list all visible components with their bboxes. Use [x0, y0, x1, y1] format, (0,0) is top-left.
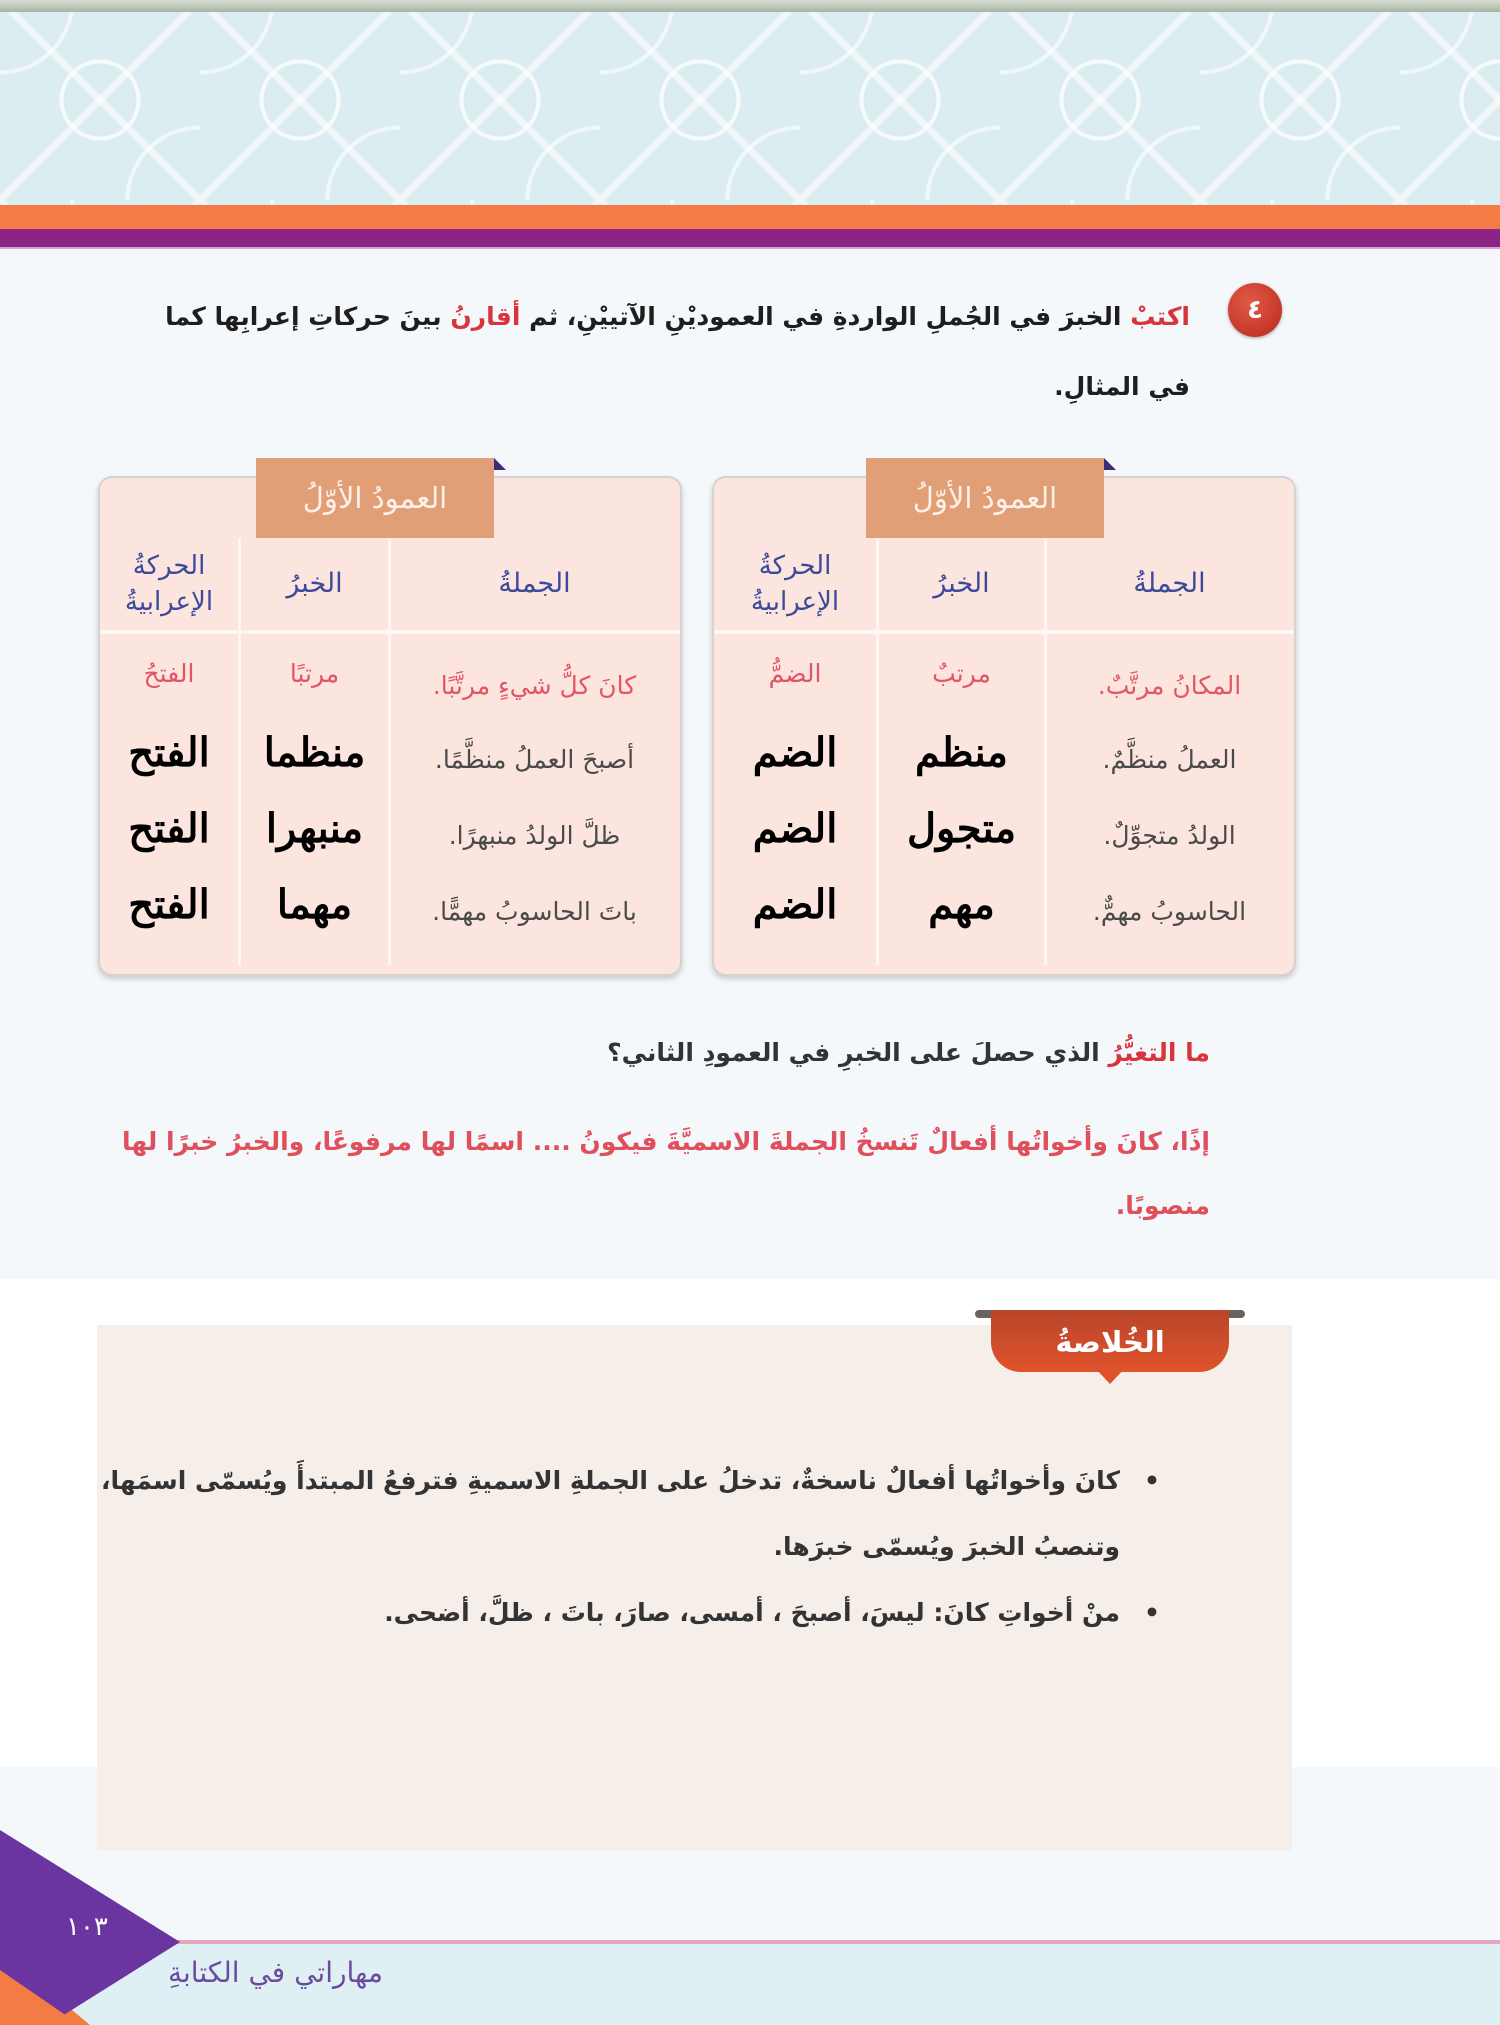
row-sentence: الحاسوبُ مهمٌّ. [1092, 896, 1247, 926]
question-highlight: ما التغيُّرُ [1108, 1038, 1210, 1067]
instruction-verb-write: اكتبْ [1130, 302, 1190, 331]
question-text: الذي حصلَ على الخبرِ في العمودِ الثاني؟ [607, 1038, 1109, 1067]
row-case-answer[interactable]: الفتح [128, 807, 210, 851]
row-sentence: أصبحَ العملُ منظَّمًا. [434, 744, 635, 774]
summary-item [100, 1448, 1160, 1580]
row-predicate-answer[interactable]: منظم [915, 731, 1008, 775]
follow-up-question [607, 1038, 1210, 1067]
tab-fold-corner [1104, 458, 1116, 470]
example-sentence: كانَ كلُّ شيءٍ مرتَّبًا. [432, 670, 637, 700]
example-case: الضمُّ [768, 658, 822, 688]
conclusion-answer: إذًا، كانَ وأخواتُها أفعالٌ تَنسخُ الجملةَ الاسميَّةَ فيكونُ .... اسمًا لها مرفوعًا، والخبرُ خبرًا لها منصوبًا. [121, 1127, 1210, 1220]
ribbon-pointer [1095, 1368, 1125, 1384]
row-predicate-answer[interactable]: منظما [263, 731, 366, 775]
question-number: ٤ [1247, 295, 1263, 325]
instruction-text: الخبرَ في الجُملِ الواردةِ في العموديْنِ الآتييْنِ، ثم [520, 302, 1131, 331]
row-sentence: الولدُ متجوِّلٌ. [1103, 820, 1236, 850]
instruction-text: بينَ حركاتِ إعرابِها كما في المثالِ. [165, 302, 1190, 401]
row-case-answer[interactable]: الفتح [128, 883, 210, 927]
page-number: ١٠٣ [66, 1912, 108, 1942]
row-predicate-answer[interactable]: متجول [906, 807, 1017, 851]
row-case-answer[interactable]: الضم [752, 883, 838, 927]
summary-list [100, 1448, 1160, 1646]
example-case: الفتحُ [143, 658, 195, 688]
header-predicate: الخبرُ [286, 568, 343, 599]
header-divider [100, 630, 680, 634]
table-tab-label: العمودُ الأوّلُ [256, 458, 494, 538]
example-predicate: مرتبٌ [932, 658, 991, 688]
example-predicate: مرتبًا [289, 658, 340, 688]
bullet-icon: • [1144, 1598, 1160, 1627]
row-sentence: باتَ الحاسوبُ مهمًّا. [432, 896, 637, 926]
header-purple-stripe [0, 229, 1500, 249]
table-first-column [712, 476, 1296, 976]
row-predicate-answer[interactable]: مهم [928, 883, 995, 927]
bullet-icon: • [1144, 1466, 1160, 1495]
table-tab-label: العمودُ الأوّلُ [866, 458, 1104, 538]
row-sentence: ظلَّ الولدُ منبهرًا. [448, 820, 621, 850]
decorative-header-pattern [0, 0, 1500, 205]
question-instruction [130, 282, 1190, 422]
header-divider [714, 630, 1294, 634]
header-sentence: الجملةُ [498, 568, 571, 599]
summary-item-text: منْ أخواتِ كانَ: ليسَ، أصبحَ ، أمسى، صارَ، باتَ ، ظلَّ، أضحى. [384, 1598, 1120, 1627]
table-grid [714, 538, 1294, 974]
header-predicate: الخبرُ [933, 568, 990, 599]
question-number-badge [1228, 283, 1282, 337]
table-second-column [98, 476, 682, 976]
tab-fold-corner [494, 458, 506, 470]
header-case-ending: الحركةُ الإعرابيةُ [124, 551, 214, 617]
header-orange-stripe [0, 205, 1500, 229]
row-case-answer[interactable]: الضم [752, 807, 838, 851]
row-sentence: العملُ منظَّمٌ. [1102, 744, 1237, 774]
summary-item [100, 1580, 1160, 1646]
header-sentence: الجملةُ [1133, 568, 1206, 599]
row-case-answer[interactable]: الفتح [128, 731, 210, 775]
example-sentence: المكانُ مرتَّبٌ. [1097, 670, 1242, 700]
header-top-edge [0, 0, 1500, 12]
book-title: مهاراتي في الكتابةِ [168, 1956, 383, 1989]
summary-title-ribbon [975, 1310, 1245, 1380]
summary-item-text: كانَ وأخواتُها أفعالٌ ناسخةٌ، تدخلُ على الجملةِ الاسميةِ فترفعُ المبتدأَ ويُسمّى اسمَها، وتنصبُ الخبرَ ويُسمّى خبرَها. [101, 1466, 1120, 1561]
instruction-verb-compare: أقارنُ [450, 302, 521, 331]
row-predicate-answer[interactable]: منبهرا [265, 807, 364, 851]
row-predicate-answer[interactable]: مهما [276, 883, 353, 927]
summary-title: الخُلاصةُ [1055, 1325, 1165, 1359]
row-case-answer[interactable]: الضم [752, 731, 838, 775]
table-grid [100, 538, 680, 974]
header-case-ending: الحركةُ الإعرابيةُ [750, 551, 840, 617]
